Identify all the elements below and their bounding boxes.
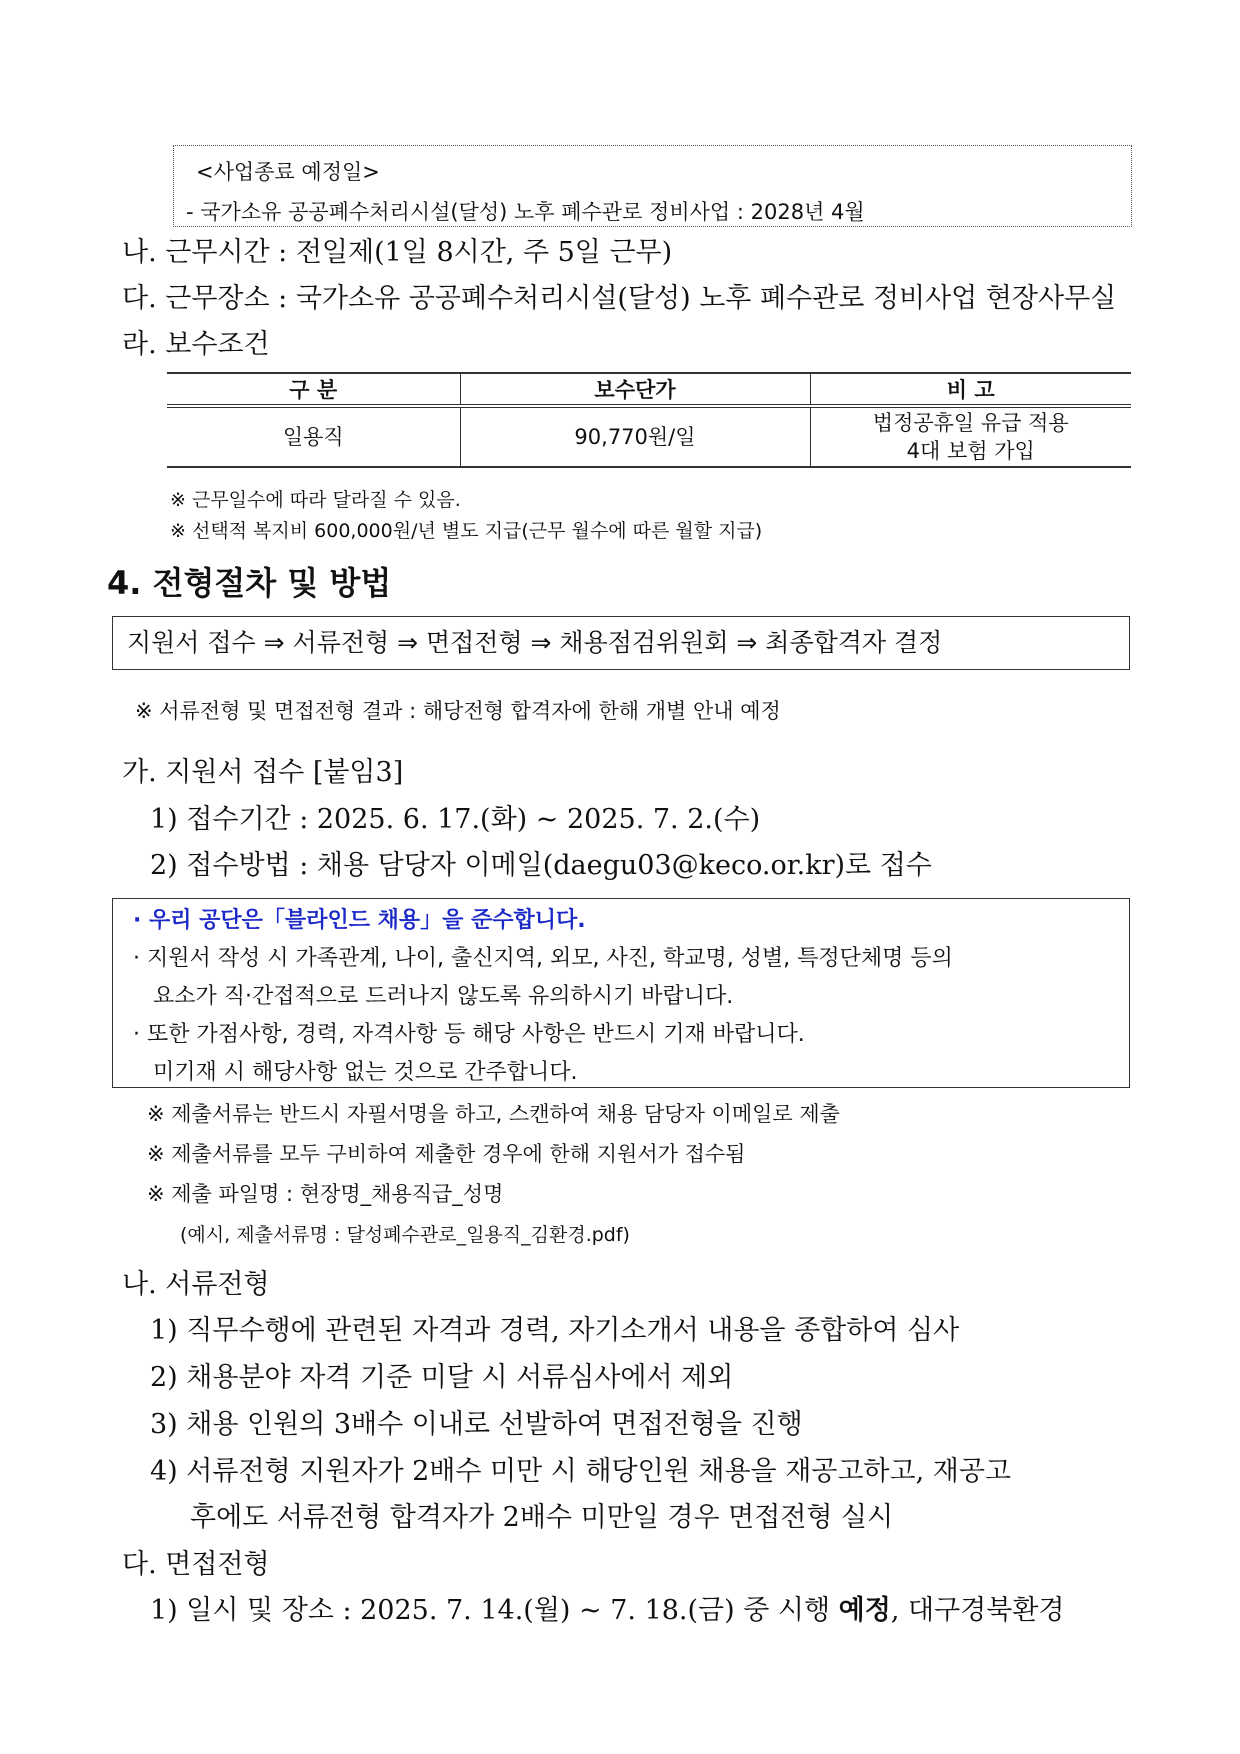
blind-line-5: 미기재 시 해당사항 없는 것으로 간주합니다. [153, 1060, 578, 1085]
pay-type-cell: 일용직 [167, 406, 460, 467]
work-place: 다. 근무장소 : 국가소유 공공폐수처리시설(달성) 노후 폐수관로 정비사업 현장사무실 [122, 283, 1117, 314]
document-screening-heading: 나. 서류전형 [122, 1269, 270, 1300]
list-item: 2) 채용분야 자격 기준 미달 시 서류심사에서 제외 [150, 1362, 734, 1393]
interview-schedule-text: 1) 일시 및 장소 : 2025. 7. 14.(월) ~ 7. 18.(금) 중 시행 [150, 1595, 839, 1626]
work-hours: 나. 근무시간 : 전일제(1일 8시간, 주 5일 근무) [122, 237, 673, 268]
selection-flow-box: 지원서 접수 ⇒ 서류전형 ⇒ 면접전형 ⇒ 채용점검위원회 ⇒ 최종합격자 결정 [112, 616, 1130, 670]
project-end-date-box [173, 145, 1132, 227]
list-item-continuation: 후에도 서류전형 합격자가 2배수 미만일 경우 면접전형 실시 [190, 1502, 894, 1533]
pay-heading: 라. 보수조건 [122, 329, 270, 360]
pay-table-header-remark: 비 고 [810, 373, 1131, 406]
blind-recruitment-box [112, 898, 1130, 1088]
pay-rate-cell: 90,770원/일 [460, 406, 810, 467]
apply-heading: 가. 지원서 접수 [붙임3] [122, 757, 404, 788]
pay-note-2: ※ 선택적 복지비 600,000원/년 별도 지급(근무 월수에 따른 월할 지급) [170, 520, 763, 542]
file-example: (예시, 제출서류명 : 달성폐수관로_일용직_김환경.pdf) [180, 1224, 630, 1246]
pay-table-header-rate: 보수단가 [460, 373, 810, 406]
pay-table-header-type: 구 분 [167, 373, 460, 406]
blind-line-3: 요소가 직·간접적으로 드러나지 않도록 유의하시기 바랍니다. [153, 984, 734, 1009]
submit-note-1: ※ 제출서류는 반드시 자필서명을 하고, 스캔하여 채용 담당자 이메일로 제출 [147, 1102, 840, 1126]
submit-note-3: ※ 제출 파일명 : 현장명_채용직급_성명 [147, 1182, 504, 1206]
flow-note: ※ 서류전형 및 면접전형 결과 : 해당전형 합격자에 한해 개별 안내 예정 [135, 699, 781, 723]
pay-remark-line2: 4대 보험 가입 [906, 439, 1035, 463]
blind-line-4: · 또한 가점사항, 경력, 자격사항 등 해당 사항은 반드시 기재 바랍니다. [133, 1022, 805, 1047]
pay-remark-cell [810, 406, 1131, 467]
project-end-date-detail: - 국가소유 공공폐수처리시설(달성) 노후 폐수관로 정비사업 : 2028년 4월 [186, 200, 865, 224]
blind-line-2: · 지원서 작성 시 가족관계, 나이, 출신지역, 외모, 사진, 학교명, 성별, 특정단체명 등의 [133, 946, 953, 971]
interview-schedule [150, 1588, 1065, 1627]
table-row [167, 406, 1131, 467]
interview-heading: 다. 면접전형 [122, 1549, 270, 1580]
pay-table-header-row [167, 373, 1131, 406]
list-item: 1) 직무수행에 관련된 자격과 경력, 자기소개서 내용을 종합하여 심사 [150, 1315, 960, 1346]
list-item: 4) 서류전형 지원자가 2배수 미만 시 해당인원 채용을 재공고하고, 재공고 [150, 1456, 1012, 1487]
blind-line-1: · 우리 공단은「블라인드 채용」을 준수합니다. [133, 908, 586, 933]
interview-schedule-bold: 예정 [838, 1595, 891, 1626]
pay-note-1: ※ 근무일수에 따라 달라질 수 있음. [170, 489, 461, 511]
apply-method: 2) 접수방법 : 채용 담당자 이메일(daegu03@keco.or.kr)로 접수 [150, 850, 932, 881]
pay-table [167, 372, 1131, 468]
submit-note-2: ※ 제출서류를 모두 구비하여 제출한 경우에 한해 지원서가 접수됨 [147, 1142, 746, 1166]
list-item: 3) 채용 인원의 3배수 이내로 선발하여 면접전형을 진행 [150, 1409, 803, 1440]
pay-remark-line1: 법정공휴일 유급 적용 [872, 411, 1069, 435]
section-title: 4. 전형절차 및 방법 [107, 564, 392, 602]
apply-period: 1) 접수기간 : 2025. 6. 17.(화) ~ 2025. 7. 2.(수) [150, 804, 761, 835]
project-end-date-label: <사업종료 예정일> [196, 160, 380, 184]
interview-schedule-place: , 대구경북환경 [890, 1595, 1065, 1626]
